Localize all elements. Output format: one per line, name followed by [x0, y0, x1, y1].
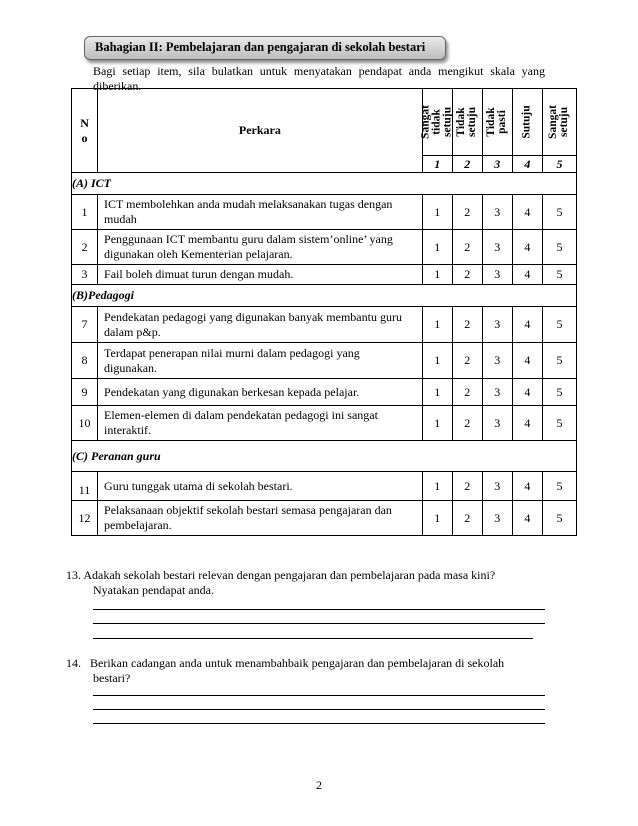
question-number: 13.	[66, 568, 81, 582]
rating-option-2[interactable]: 2	[452, 343, 482, 379]
rating-option-5[interactable]: 5	[542, 406, 576, 441]
table-row	[72, 472, 577, 501]
rating-option-2[interactable]: 2	[452, 307, 482, 343]
table-row	[72, 307, 577, 343]
item-number: 3	[72, 265, 98, 285]
table-row	[72, 406, 577, 441]
page-number: 2	[316, 778, 322, 792]
rating-option-4[interactable]: 4	[512, 343, 542, 379]
item-number: 12	[72, 501, 98, 536]
rating-option-5[interactable]: 5	[542, 501, 576, 536]
table-row	[72, 230, 577, 265]
scale-label-text: setuju	[441, 106, 454, 138]
rating-option-5[interactable]: 5	[542, 230, 576, 265]
scale-number: 5	[542, 156, 576, 173]
rating-option-5[interactable]: 5	[542, 343, 576, 379]
section-title: Bahagian II: Pembelajaran dan pengajaran di sekolah bestari	[95, 40, 426, 54]
scale-number: 1	[422, 156, 452, 173]
section-row-peranan-guru	[72, 441, 577, 472]
rating-option-3[interactable]: 3	[482, 230, 512, 265]
scale-label-text: Sangat	[419, 105, 432, 139]
scale-label-text: Sangat	[547, 105, 560, 139]
question-text: Berikan cadangan anda untuk menambahbaik pengajaran dan pembelajaran di sekolah	[90, 656, 505, 670]
scale-number: 2	[452, 156, 482, 173]
table-row	[72, 501, 577, 536]
rating-option-3[interactable]: 3	[482, 307, 512, 343]
answer-line[interactable]	[93, 638, 533, 639]
scale-number: 3	[482, 156, 512, 173]
rating-option-5[interactable]: 5	[542, 195, 576, 230]
rating-option-3[interactable]: 3	[482, 406, 512, 441]
scale-label-text: Sutuju	[520, 105, 533, 139]
section-title-banner	[84, 36, 446, 60]
item-number: 7	[72, 307, 98, 343]
item-text: Pendekatan pedagogi yang digunakan banyak membantu guru dalam p&p.	[98, 307, 423, 343]
header-no	[72, 89, 98, 173]
question-13	[66, 568, 550, 598]
header-no-line1: N	[80, 115, 89, 130]
scale-header-1	[419, 89, 454, 156]
item-number: 8	[72, 343, 98, 379]
item-text: Guru tunggak utama di sekolah bestari.	[98, 472, 423, 501]
rating-option-1[interactable]: 1	[422, 265, 452, 285]
item-number: 10	[72, 406, 98, 441]
item-number: 9	[72, 379, 98, 406]
rating-option-4[interactable]: 4	[512, 472, 542, 501]
rating-option-2[interactable]: 2	[452, 230, 482, 265]
rating-option-1[interactable]: 1	[422, 307, 452, 343]
question-13-line1	[66, 568, 550, 583]
header-no-line2: o	[81, 130, 88, 145]
table-row	[72, 265, 577, 285]
scale-header-2	[452, 89, 482, 156]
item-text: Elemen-elemen di dalam pendekatan pedagogi ini sangat interaktif.	[98, 406, 423, 441]
rating-option-3[interactable]: 3	[482, 379, 512, 406]
item-text: Pelaksanaan objektif sekolah bestari semasa pengajaran dan pembelajaran.	[98, 501, 423, 536]
questionnaire-table	[71, 88, 577, 536]
section-row-ict	[72, 173, 577, 195]
item-text: Pendekatan yang digunakan berkesan kepada pelajar.	[98, 379, 423, 406]
question-14-line1	[66, 656, 550, 671]
rating-option-3[interactable]: 3	[482, 265, 512, 285]
item-text: ICT membolehkan anda mudah melaksanakan tugas dengan mudah	[98, 195, 423, 230]
scale-number: 4	[512, 156, 542, 173]
rating-option-2[interactable]: 2	[452, 379, 482, 406]
rating-option-1[interactable]: 1	[422, 379, 452, 406]
question-14	[66, 656, 550, 686]
rating-option-1[interactable]: 1	[422, 195, 452, 230]
answer-line[interactable]	[93, 609, 545, 610]
scale-label-text: Tidak	[455, 107, 468, 137]
item-number: 11	[72, 472, 98, 501]
rating-option-4[interactable]: 4	[512, 379, 542, 406]
scale-label-text: tidak	[430, 109, 443, 135]
rating-option-1[interactable]: 1	[422, 343, 452, 379]
rating-option-5[interactable]: 5	[542, 379, 576, 406]
answer-line[interactable]	[93, 695, 545, 696]
scale-header-4	[512, 89, 542, 156]
rating-option-2[interactable]: 2	[452, 501, 482, 536]
rating-option-4[interactable]: 4	[512, 307, 542, 343]
section-heading: (A) ICT	[72, 173, 577, 195]
item-text: Penggunaan ICT membantu guru dalam sistem’online’ yang digunakan oleh Kementerian pelajaran.	[98, 230, 423, 265]
scale-label-text: setuju	[558, 106, 571, 138]
question-number: 14.	[66, 656, 81, 670]
rating-option-4[interactable]: 4	[512, 195, 542, 230]
scale-label-text: Tidak	[485, 107, 498, 137]
scale-label-text: pasti	[496, 110, 509, 134]
scale-header-5	[542, 89, 576, 156]
rating-option-2[interactable]: 2	[452, 406, 482, 441]
item-number: 2	[72, 230, 98, 265]
question-13-line2: Nyatakan pendapat anda.	[93, 583, 214, 597]
rating-option-4[interactable]: 4	[512, 406, 542, 441]
question-14-line2: bestari?	[93, 671, 131, 685]
rating-option-3[interactable]: 3	[482, 501, 512, 536]
table-row	[72, 343, 577, 379]
rating-option-5[interactable]: 5	[542, 265, 576, 285]
section-heading: (B)Pedagogi	[72, 285, 577, 307]
item-number: 1	[72, 195, 98, 230]
table-row	[72, 379, 577, 406]
item-text: Terdapat penerapan nilai murni dalam pedagogi yang digunakan.	[98, 343, 423, 379]
rating-option-4[interactable]: 4	[512, 265, 542, 285]
rating-option-1[interactable]: 1	[422, 406, 452, 441]
rating-option-2[interactable]: 2	[452, 472, 482, 501]
rating-option-4[interactable]: 4	[512, 501, 542, 536]
rating-option-4[interactable]: 4	[512, 230, 542, 265]
rating-option-3[interactable]: 3	[482, 195, 512, 230]
scale-label-text: setuju	[466, 106, 479, 138]
table-row	[72, 195, 577, 230]
rating-option-2[interactable]: 2	[452, 195, 482, 230]
answer-line[interactable]	[93, 723, 545, 724]
rating-option-1[interactable]: 1	[422, 501, 452, 536]
table-header-row	[72, 89, 577, 156]
answer-line[interactable]	[93, 623, 545, 624]
rating-option-1[interactable]: 1	[422, 230, 452, 265]
answer-line[interactable]	[93, 709, 545, 710]
header-item: Perkara	[98, 89, 423, 173]
scale-header-3	[482, 89, 512, 156]
rating-option-5[interactable]: 5	[542, 472, 576, 501]
rating-option-3[interactable]: 3	[482, 343, 512, 379]
rating-option-3[interactable]: 3	[482, 472, 512, 501]
question-text: Adakah sekolah bestari relevan dengan pengajaran dan pembelajaran pada masa kini?	[83, 568, 496, 582]
rating-option-5[interactable]: 5	[542, 307, 576, 343]
section-heading: (C) Peranan guru	[72, 441, 577, 472]
item-text: Fail boleh dimuat turun dengan mudah.	[98, 265, 423, 285]
section-row-pedagogi	[72, 285, 577, 307]
rating-option-2[interactable]: 2	[452, 265, 482, 285]
instructions: Bagi setiap item, sila bulatkan untuk menyatakan pendapat anda mengikut skala yang diberikan.	[93, 64, 545, 93]
rating-option-1[interactable]: 1	[422, 472, 452, 501]
